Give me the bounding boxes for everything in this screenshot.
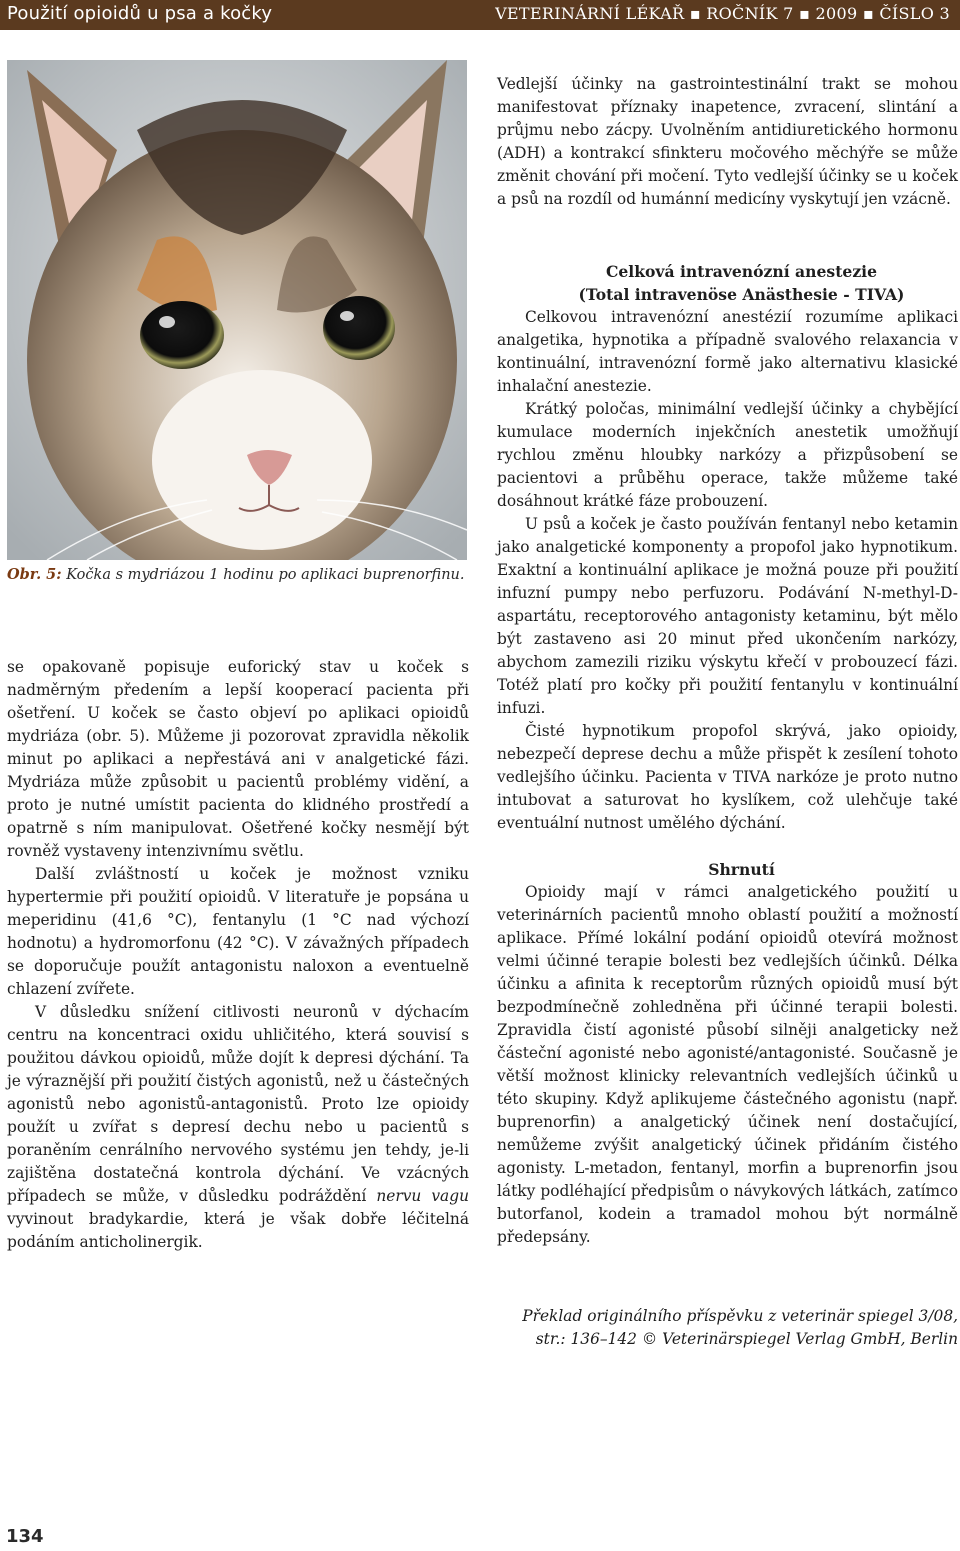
article-title: Použití opioidů u psa a kočky	[7, 3, 273, 24]
figure-caption	[7, 566, 477, 583]
journal-info: VETERINÁRNÍ LÉKAŘ ▪ ROČNÍK 7 ▪ 2009 ▪ ČÍSLO 3	[495, 4, 950, 23]
caption-label: Obr. 5:	[7, 566, 62, 583]
cat-photo	[7, 60, 467, 560]
italic-term: nervu vagu	[376, 1187, 469, 1205]
credit-line: Překlad originálního příspěvku z veterinär spiegel 3/08,	[522, 1307, 958, 1325]
paragraph: Opioidy mají v rámci analgetického použití u veterinárních pacientů mnoho oblastí použití a možností aplikace. Přímé lokální podání opioidů otevírá možnost velmi účinné terapie bolesti bez vedlejších účinků. Délka účinku a afinita k receptorům různých opioidů musí být bezpodmínečně zohledněna při účinné terapii bolesti. Zpravidla čistí agonisté působí silněji analgeticky než částeční agonisté nebo agonisté/antagonisté. Současně je větší možnost klinicky relevantních vedlejších účinků u této skupiny. Když aplikujeme částečného agonistu (např. buprenorfin) a analgetický účinek není dostačující, nemůžeme zvýšit analgetický účinek přidáním čistého agonisty. L-metadon, fentanyl, morfin a buprenorfin jsou látky podléhající předpisům o návykových látkách, zatímco butorfanol, kodein a tramadol mohou být normálně předepsány.	[497, 883, 958, 1246]
paragraph: Krátký poločas, minimální vedlejší účinky a chybějící kumulace moderních injekčních anestetik umožňují rychlou změnu hloubky narkózy a přizpůsobení se pacientovi a průběhu operace, takže můžeme také dosáhnout krátké fáze probouzení.	[497, 400, 958, 510]
paragraph: U psů a koček je často používán fentanyl nebo ketamin jako analgetické komponenty a propofol jako hypnotikum. Exaktní a kontinuální aplikace je možná pouze při použití infuzní pumpy nebo perfuzoru. Podávání N-methyl-D-aspartátu, receptorového antagonisty ketaminu, být mělo být zastaveno asi 20 minut před ukončením narkózy, abychom zamezili riziku výskytu křečí v probouzecí fázi. Totéž platí pro kočky při použití fentanylu v kontinuální infuzi.	[497, 515, 958, 717]
right-column	[497, 260, 958, 1249]
paragraph-with-term	[7, 1001, 469, 1254]
paragraph-text: V důsledku snížení citlivosti neuronů v dýchacím centru na koncentraci oxidu uhličitého, která souvisí s použitou dávkou opioidů, může dojít k depresi dýchání. Ta je výraznější při použití čistých agonistů, než u částečných agonistů nebo agonistů-antagonistů. Proto lze opioidy použít u zvířat s depresí dechu nebo u pacientů s poraněním cenrálního nervového systému jen tehdy, je-li zajištěna dostatečná kontrola dýchání. Ve vzácných případech se může, v důsledku podráždění	[7, 1003, 469, 1205]
section-subheading: (Total intravenöse Anästhesie - TIVA)	[578, 285, 905, 304]
credit-line: str.: 136–142 © Veterinärspiegel Verlag GmbH, Berlin	[535, 1330, 958, 1348]
page-header	[0, 0, 960, 30]
left-column	[7, 656, 469, 1254]
spacer	[497, 835, 958, 858]
right-column-intro	[497, 73, 958, 211]
paragraph: Celkovou intravenózní anestézií rozumíme aplikaci analgetika, hypnotika a případně svalového relaxancia v kontinuální, intravenózní formě jako alternativu klasické inhalační anestezie.	[497, 308, 958, 395]
section-heading-summary: Shrnutí	[708, 860, 775, 879]
paragraph: Vedlejší účinky na gastrointestinální trakt se mohou manifestovat příznaky inapetence, zvracení, slintání a průjmu nebo zácpy. Uvolněním antidiuretického hormonu (ADH) a kontrakcí sfinkteru močového měchýře se může změnit chování při močení. Tyto vedlejší účinky se u koček a psů na rozdíl od humánní medicíny vyskytují jen vzácně.	[497, 75, 958, 208]
page-number: 134	[6, 1526, 44, 1547]
translation-credit	[498, 1305, 958, 1351]
caption-text: Kočka s mydriázou 1 hodinu po aplikaci buprenorfinu.	[61, 567, 465, 583]
cat-illustration	[7, 60, 467, 560]
paragraph: Čisté hypnotikum propofol skrývá, jako opioidy, nebezpečí deprese dechu a může přispět k zesílení tohoto vedlejšího účinku. Pacienta v TIVA narkóze je proto nutno intubovat a saturovat ho kyslíkem, což ulehčuje také eventuální nutnost umělého dýchání.	[497, 722, 958, 832]
paragraph: Další zvláštností u koček je možnost vzniku hypertermie při použití opioidů. V literatuře je popsána u meperidinu (41,6 °C), fentanylu (1 °C nad výchozí hodnotu) a hydromorfonu (42 °C). V závažných případech se doporučuje použít antagonistu naloxon a eventuelně chlazení zvířete.	[7, 865, 469, 998]
paragraph-tail: vyvinout bradykardie, která je však dobře léčitelná podáním anticholinergik.	[7, 1210, 469, 1251]
section-heading: Celková intravenózní anestezie	[605, 262, 878, 281]
paragraph: se opakovaně popisuje euforický stav u koček s nadměrným předením a lepší kooperací pacienta při ošetření. U koček se často objeví po aplikaci opioidů mydriáza (obr. 5). Můžeme ji pozorovat zpravidla několik minut po aplikaci a nepřestává ani v analgetické fázi. Mydriáza může způsobit u pacientů problémy vidění, a proto je nutné umístit pacienta do klidného prostředí a opatrně s ním manipulovat. Ošetřené kočky nesmějí být rovněž vystaveny intenzivnímu světlu.	[7, 658, 469, 860]
